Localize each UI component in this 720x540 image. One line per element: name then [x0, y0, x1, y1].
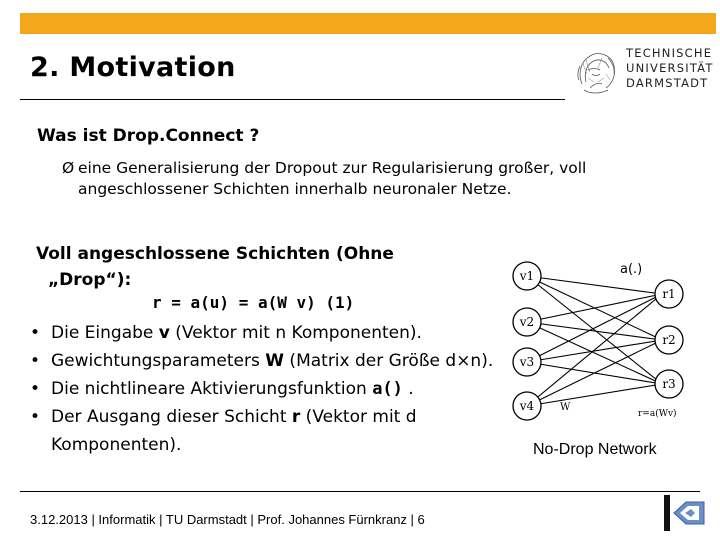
accent-bar [20, 13, 716, 34]
diagram-caption: No-Drop Network [533, 441, 657, 458]
definition-text: eine Generalisierung der Dropout zur Regularisierung großer, voll angeschlossener Schichten innerhalb neuronaler Netze. [78, 159, 587, 198]
weight-label: W [560, 402, 571, 413]
bullet-icon: • [30, 379, 41, 399]
list-item: • Die Eingabe v (Vektor mit n Komponenten). [30, 319, 500, 347]
list-item: • Der Ausgang dieser Schicht r (Vektor mit d Komponenten). [30, 403, 500, 459]
title-divider [20, 99, 565, 100]
section-heading-dropconnect: Was ist Drop.Connect ? [37, 126, 260, 146]
output-node-label: r2 [662, 333, 676, 347]
bullet-icon: • [30, 323, 41, 343]
network-diagram [504, 258, 700, 428]
output-node-label: r1 [662, 287, 676, 301]
bullet-icon: • [30, 407, 41, 427]
input-node-label: v3 [519, 355, 535, 369]
arrow-bullet-icon: Ø [62, 159, 75, 177]
bullet-icon: • [30, 351, 41, 371]
list-item: • Gewichtungsparameters W (Matrix der Größe d×n). [30, 347, 500, 375]
department-logo-icon [662, 494, 706, 532]
connection-lines [527, 276, 662, 406]
formula-1: r = a(u) = a(W v) (1) [152, 293, 355, 312]
bullet-list [30, 319, 500, 459]
section-heading-fully-connected: Voll angeschlossene Schichten (Ohne „Drop“): [36, 244, 394, 290]
footer-divider [20, 491, 700, 492]
arrow-bullet-definition [62, 158, 682, 200]
activation-label: a(.) [620, 262, 643, 277]
slide-title: 2. Motivation [30, 52, 236, 83]
input-node-label: v2 [519, 315, 535, 329]
input-node-label: v1 [519, 269, 535, 283]
portrait-icon [568, 44, 624, 100]
equation-label: r=a(Wv) [638, 409, 677, 419]
university-logo [566, 44, 712, 100]
input-node-label: v4 [519, 399, 535, 413]
list-item: • Die nichtlineare Aktivierungsfunktion a() . [30, 375, 500, 403]
university-wordmark: TECHNISCHE UNIVERSITÄT DARMSTADT [626, 46, 714, 90]
output-node-label: r3 [662, 377, 676, 391]
footer-text: 3.12.2013 | Informatik | TU Darmstadt | Prof. Johannes Fürnkranz | 6 [30, 512, 425, 527]
